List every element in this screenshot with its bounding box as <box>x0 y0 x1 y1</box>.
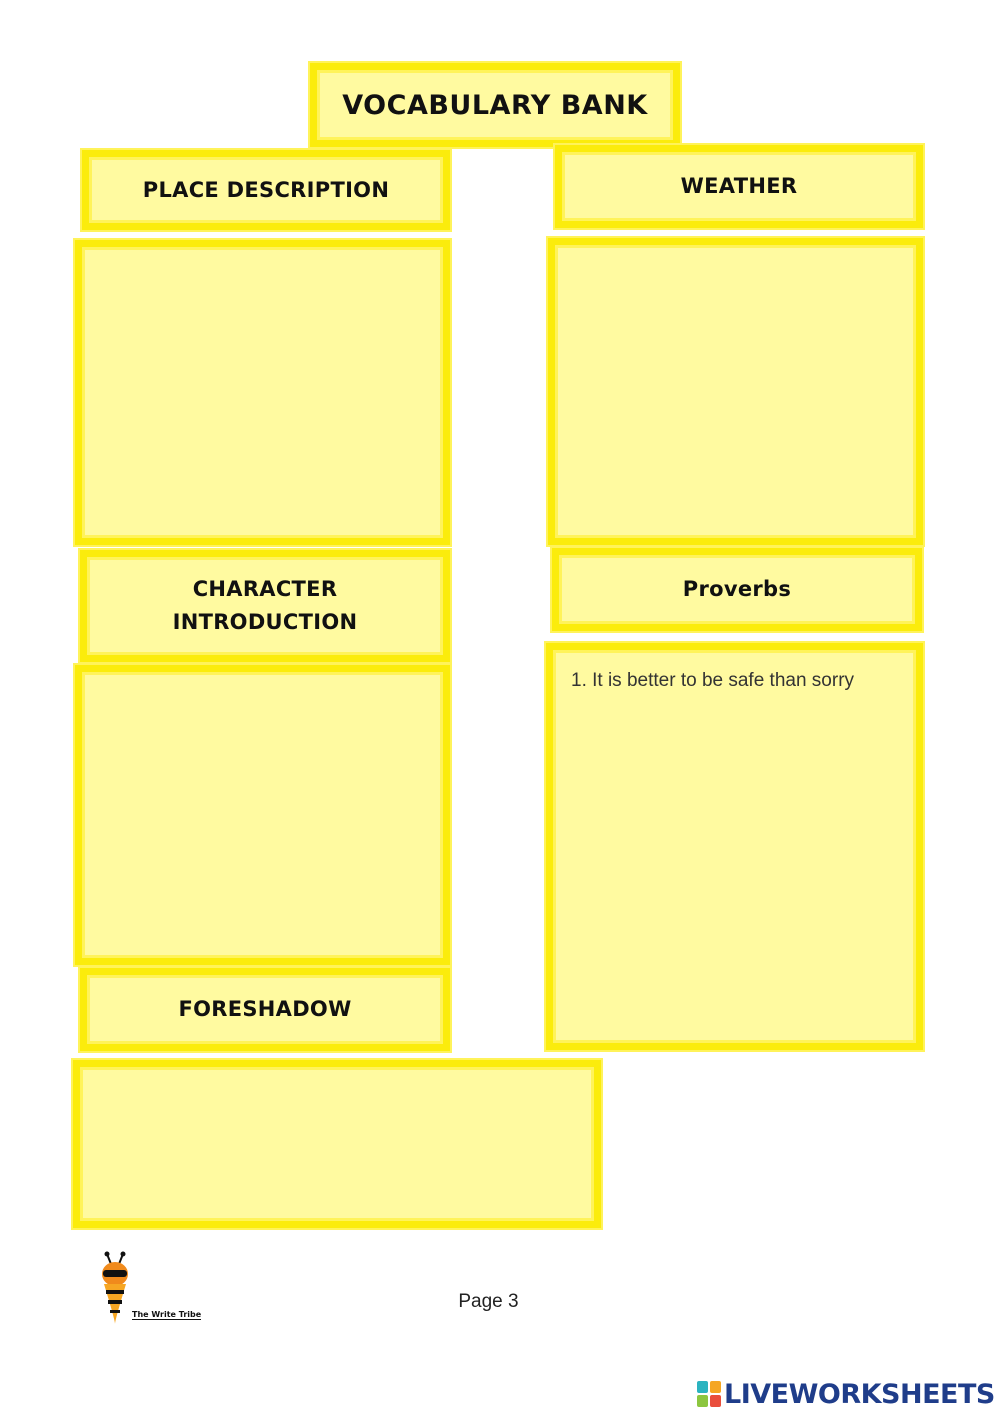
bee-logo-icon <box>95 1250 135 1328</box>
character-introduction-answer-box[interactable] <box>75 665 450 965</box>
place-description-heading <box>82 150 450 230</box>
character-label-line1: CHARACTER <box>192 577 338 601</box>
foreshadow-heading <box>80 968 450 1051</box>
weather-answer-box[interactable] <box>548 238 923 545</box>
proverb-item: 1. It is better to be safe than sorry <box>571 670 855 691</box>
foreshadow-label: FORESHADOW <box>178 997 352 1021</box>
liveworksheets-logo-icon <box>697 1381 721 1407</box>
place-description-label: PLACE DESCRIPTION <box>142 177 390 202</box>
liveworksheets-text: LIVEWORKSHEETS <box>724 1378 995 1410</box>
logo-caption: The Write Tribe <box>132 1310 202 1319</box>
weather-heading <box>555 145 923 228</box>
page-number: Page 3 <box>458 1291 519 1312</box>
place-description-answer-box[interactable] <box>75 240 450 545</box>
character-introduction-heading <box>80 550 450 662</box>
page-title <box>310 63 680 147</box>
weather-label: WEATHER <box>680 174 798 198</box>
liveworksheets-brand[interactable] <box>697 1376 995 1412</box>
proverbs-heading <box>552 548 922 631</box>
proverbs-answer-box[interactable] <box>546 643 923 1050</box>
page-title-text: VOCABULARY BANK <box>342 89 648 121</box>
character-label-line2: INTRODUCTION <box>172 610 358 634</box>
write-tribe-logo <box>95 1250 210 1328</box>
proverbs-label: Proverbs <box>682 577 792 601</box>
foreshadow-answer-box[interactable] <box>73 1060 601 1228</box>
